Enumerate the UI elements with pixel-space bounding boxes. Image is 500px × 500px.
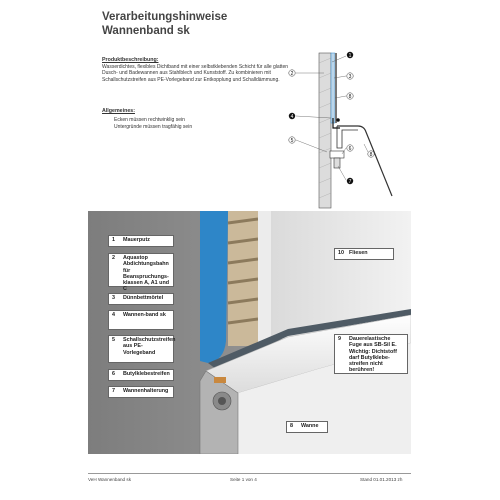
title-line-2: Wannenband sk: [102, 25, 190, 37]
callout-1: 1 Mauerputz: [108, 235, 174, 247]
marker-2: 2: [290, 70, 294, 77]
callout-3: 3 Dünnbettmörtel: [108, 293, 174, 305]
general-item-2: Untergründe müssen tragfähig sein: [114, 124, 193, 130]
wall-section: [319, 53, 331, 208]
callout-4: 4 Wannen-band sk: [108, 310, 174, 330]
thin-bed-mortar: [228, 211, 258, 346]
description-text: Wasserdichtes, flexibles Dichtband mit einer selbstklebenden Schicht für alle glatten Dusch- und Badewannen aus Stahlblech und Kunststoff. Zu kombinieren mit Schallschutzstreifen aus PE-Vorlegeband zur Entkopplung und Schalldämmung.: [102, 64, 289, 83]
installation-render: [88, 211, 411, 454]
marker-4: 4: [290, 113, 294, 120]
marker-8: 8: [369, 151, 373, 158]
aquastop-membrane: [200, 211, 228, 363]
tile-layer: [331, 53, 335, 123]
callout-5: 5 Schallschutzstreifen aus PE-Vorlegeband: [108, 335, 174, 363]
description-heading: Produktbeschreibung:: [102, 57, 159, 63]
callout-10: 10 Fliesen: [334, 248, 394, 260]
footer-rule: [88, 473, 411, 474]
callout-6: 6 Butylklebestreifen: [108, 369, 174, 381]
marker-9: 8: [348, 93, 352, 100]
marker-6: 6: [348, 145, 352, 152]
callout-8: 8 Wanne: [286, 421, 328, 433]
footer-right: Stand 01.01.2013 zh: [360, 477, 403, 482]
callout-7: 7 Wannenhalterung: [108, 386, 174, 398]
bracket: [330, 151, 344, 158]
footer-left: VeH Wannenband sk: [88, 477, 131, 482]
cross-section-drawing: [270, 48, 410, 213]
marker-1: 1: [348, 52, 352, 59]
footer-page: Seite 1 von 4: [230, 477, 257, 482]
marker-3: 3: [348, 73, 352, 80]
butyl-strip: [214, 377, 226, 383]
callout-9: 9 Dauerelastische Fuge aus SB-Sil E. Wichtig: Dichtstoff darf Butylklebe-streifen nicht berühren!: [334, 334, 408, 374]
title-line-1: Verarbeitungshinweise: [102, 11, 228, 23]
marker-7: 7: [348, 178, 352, 185]
document-title: [102, 10, 227, 38]
tile-face: [335, 53, 337, 123]
callout-2: 2 Aquastop Abdichtungsbahn für Beanspruchungs-klassen A, A1 und C: [108, 253, 174, 287]
general-heading: Allgemeines:: [102, 108, 135, 114]
general-item-1: Ecken müssen rechtwinklig sein: [114, 117, 185, 123]
tub-edge: [337, 126, 392, 196]
marker-5: 5: [290, 137, 294, 144]
